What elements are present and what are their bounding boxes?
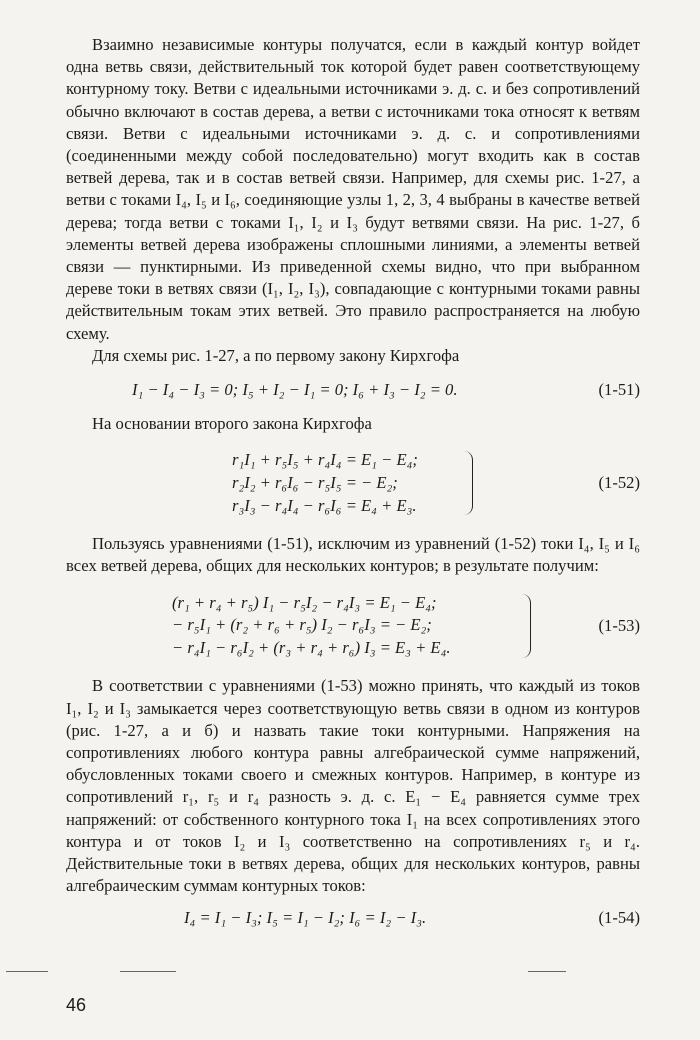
- equation-1-54: [66, 907, 640, 929]
- right-brace: [464, 451, 473, 515]
- page-body: [66, 34, 640, 930]
- equation-1-52: [66, 449, 640, 517]
- equation-1-51-text: I₁ − I₄ − I₃ = 0; I₅ + I₂ − I₁ = 0; I₆ + I₃ − I₂ = 0.: [132, 380, 458, 400]
- equation-1-54-text: I₄ = I₁ − I₃; I₅ = I₁ − I₂; I₆ = I₂ − I₃.: [184, 908, 427, 928]
- equation-1-53: [66, 592, 640, 660]
- equation-1-53-number: (1-53): [598, 615, 640, 635]
- paragraph-contour-currents: В соответствии с уравнениями (1-53) можно принять, что каждый из токов I₁, I₂ и I₃ замыкается через соответствующую ветвь связи в одном из контуров (рис. 1-27, а и б) и назвать такие токи контурными. Напряжения на сопротивлениях любого контура равны алгебраической сумме напряжений, обусловленных токами своего и смежных контуров. Например, в контуре из сопротивлений r₁, r₅ и r₄ разность э. д. с. E₁ − E₄ равняется сумме трех напряжений: от собственного контурного тока I₁ на всех сопротивлениях этого контура и от токов I₂ и I₃ соответственно на сопротивлениях r₅ и r₄. Действительные токи в ветвях дерева, общих для нескольких контуров, равны алгебраическим суммам контурных токов:: [66, 676, 640, 896]
- paragraph-contours: Взаимно независимые контуры получатся, если в каждый контур войдет одна ветвь связи, действительный ток которой будет равен соответствующему контурному току. Ветви с идеальными источниками э. д. с. и без сопротивлений обычно включают в состав дерева, а ветви с источниками тока относят к ветвям связи. Ветви с идеальными источниками э. д. с. и сопротивлениями (соединенными между собой последовательно) могут входить как в состав ветвей дерева, так и в состав ветвей связи. Например, для схемы рис. 1-27, а ветви с токами I₄, I₅ и I₆, соединяющие узлы 1, 2, 3, 4 выбраны в качестве ветвей дерева; тогда ветви с токами I₁, I₂ и I₃ будут ветвями связи. На рис. 1-27, б элементы ветвей дерева изображены сплошными линиями, а элементы ветвей связи — пунктирными. Из приведенной схемы видно, что при выбранном дереве токи в ветвях связи (I₁, I₂, I₃), совпадающие с контурными токами равны действительным токам этих ветвей. Это правило распространяется на любую схему.: [66, 35, 640, 343]
- equation-line: r₃I₃ − r₄I₄ − r₆I₆ = E₄ + E₃.: [232, 495, 417, 515]
- equation-line: (r₁ + r₄ + r₅) I₁ − r₅I₂ − r₄I₃ = E₁ − E₄;: [172, 592, 437, 612]
- paragraph-kirchhoff-2: На основании второго закона Кирхгофа: [92, 414, 372, 434]
- page-number: 46: [66, 995, 87, 1015]
- equation-line: r₁I₁ + r₅I₅ + r₄I₄ = E₁ − E₄;: [232, 450, 418, 470]
- equation-1-54-number: (1-54): [598, 908, 640, 928]
- equation-line: − r₄I₁ − r₆I₂ + (r₃ + r₄ + r₆) I₃ = E₃ + E₄.: [172, 637, 451, 657]
- scan-rule-center: [120, 971, 176, 972]
- equation-1-51: [66, 379, 640, 401]
- scan-rule-right: [528, 971, 566, 972]
- equation-line: r₂I₂ + r₆I₆ − r₅I₅ = − E₂;: [232, 473, 398, 493]
- paragraph-kirchhoff-1: Для схемы рис. 1-27, а по первому закону Кирхгофа: [92, 345, 460, 365]
- paragraph-eliminate: Пользуясь уравнениями (1-51), исключим из уравнений (1-52) токи I₄, I₅ и I₆ всех ветвей дерева, общих для нескольких контуров; в результате получим:: [66, 534, 640, 576]
- right-brace: [522, 594, 531, 658]
- equation-1-51-number: (1-51): [598, 380, 640, 400]
- equation-1-52-number: (1-52): [598, 473, 640, 493]
- scan-rule-left: [6, 971, 48, 972]
- equation-line: − r₅I₁ + (r₂ + r₆ + r₅) I₂ − r₆I₃ = − E₂;: [172, 615, 432, 635]
